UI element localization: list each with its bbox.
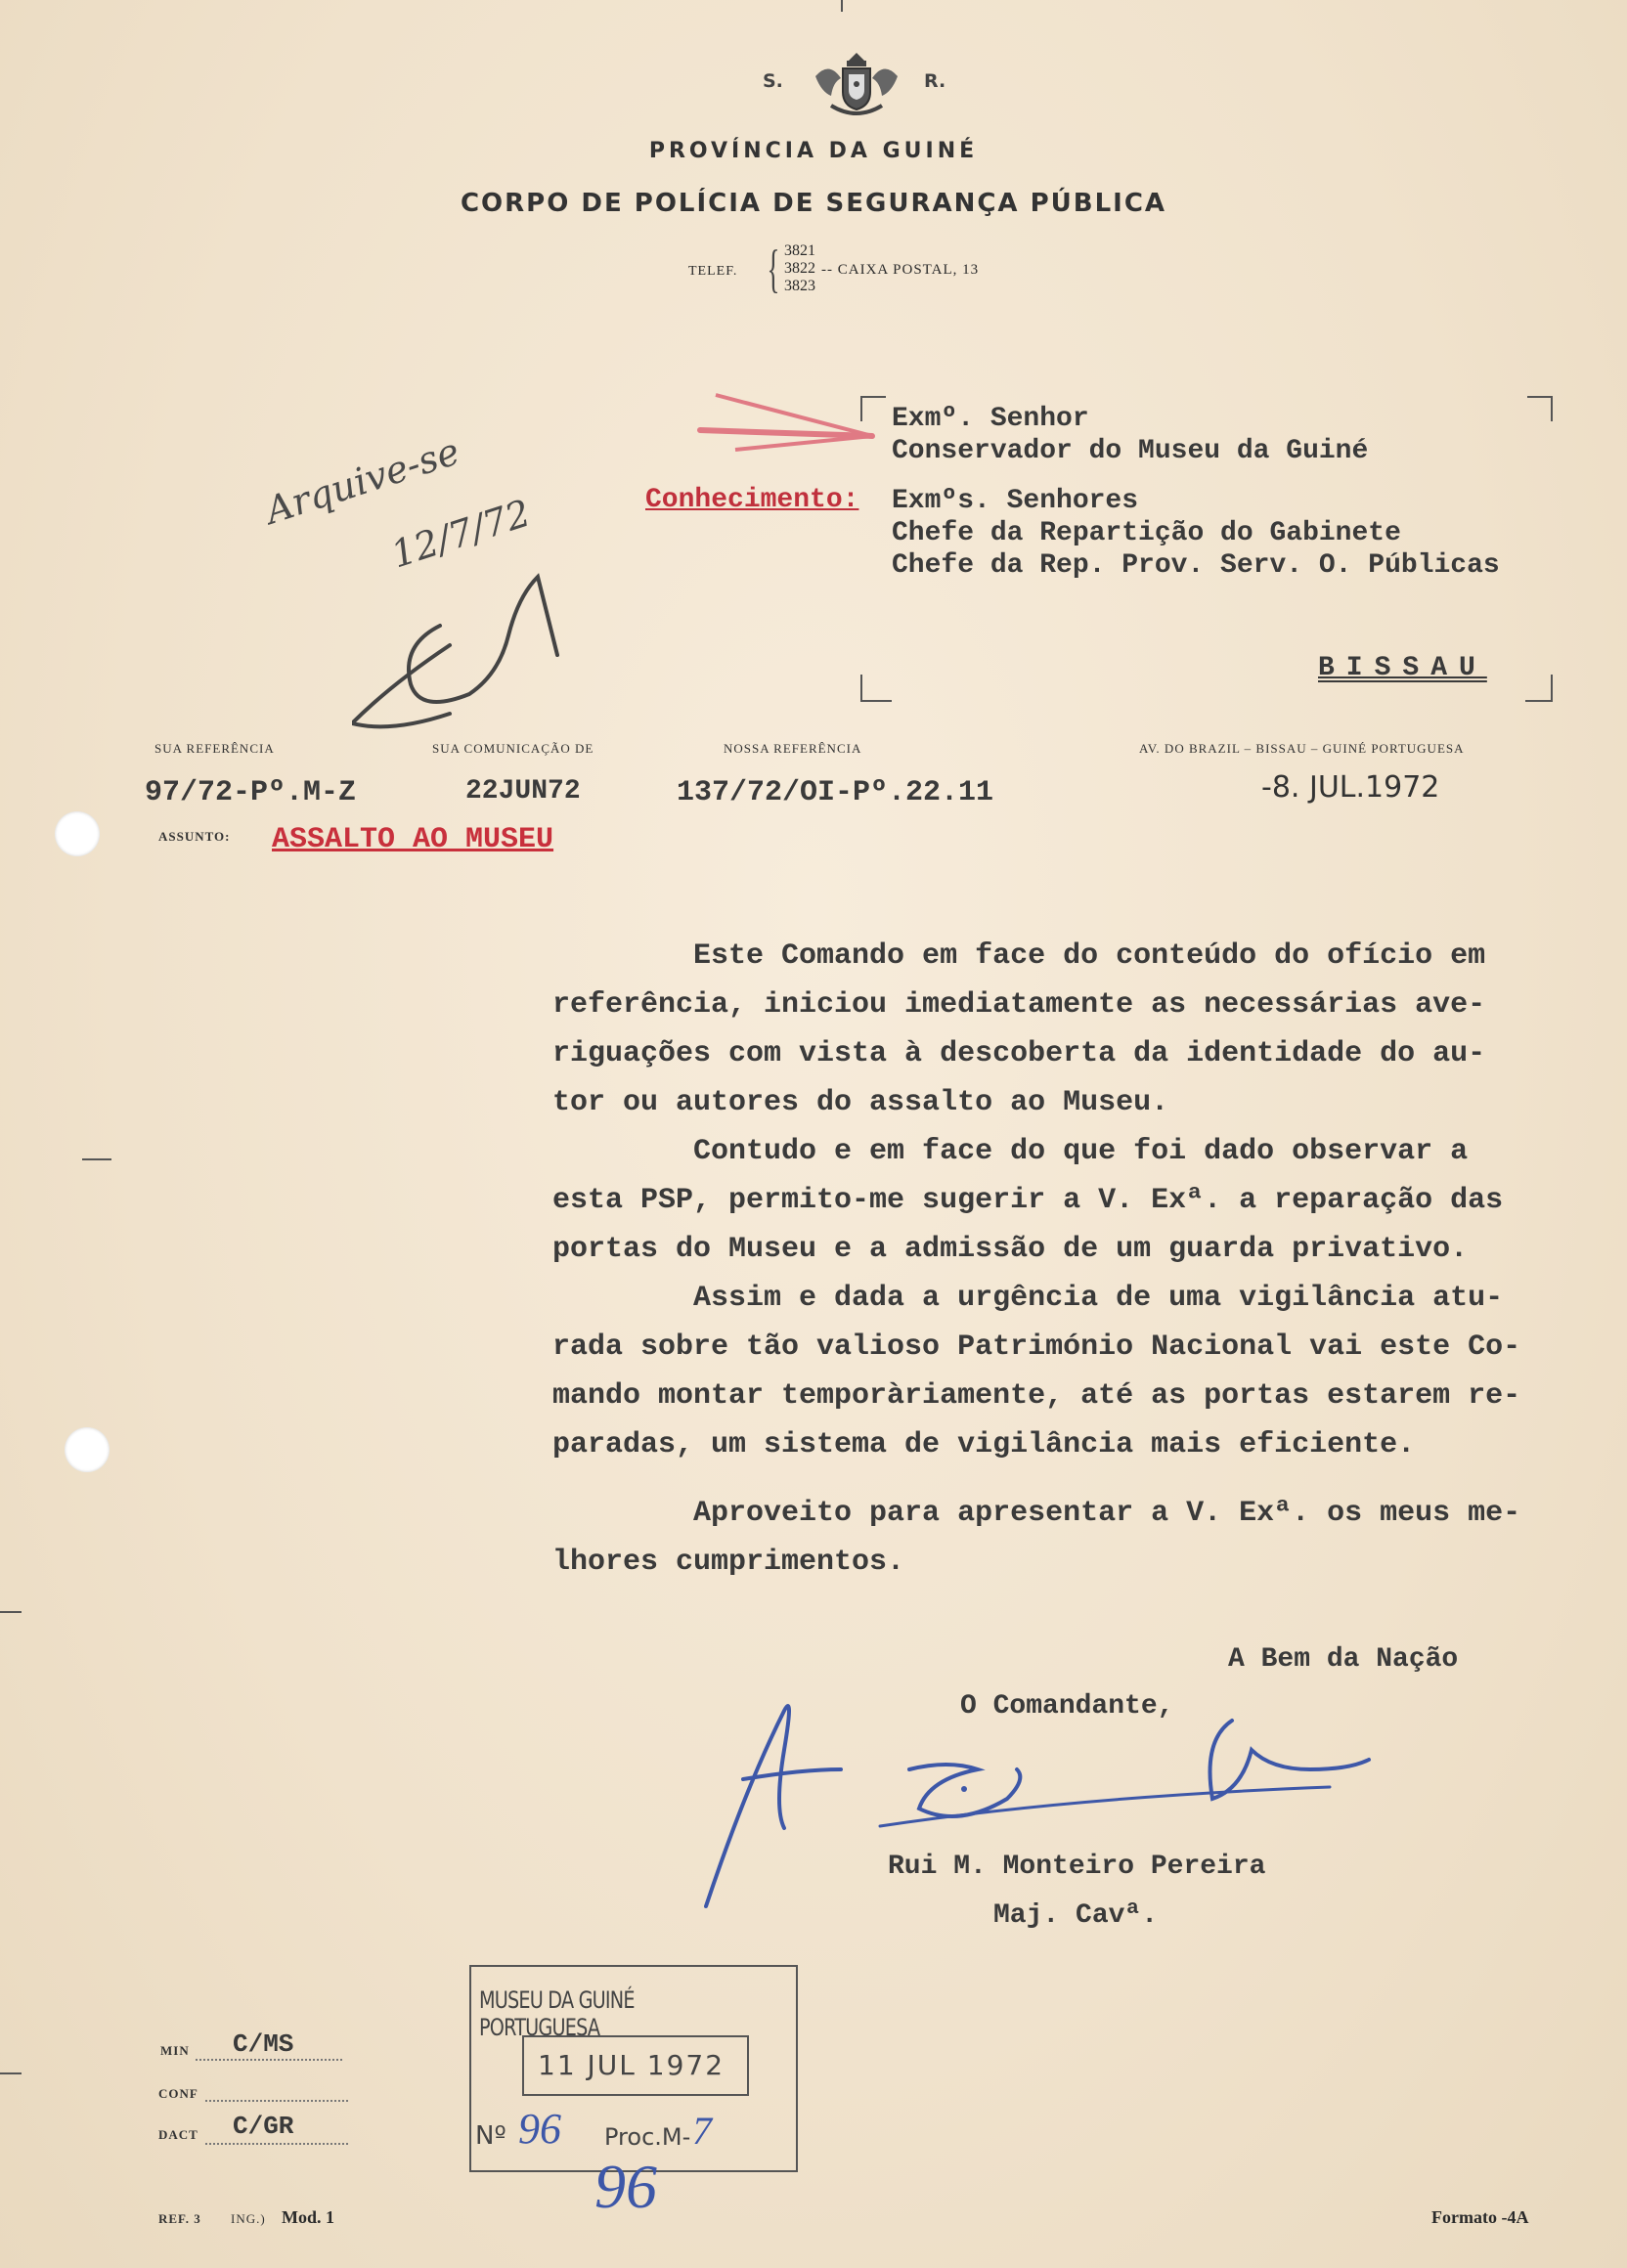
top-mark <box>841 0 843 12</box>
closing-title: O Comandante, <box>960 1691 1174 1722</box>
sua-comunicacao-value: 22JUN72 <box>465 776 581 807</box>
cc-line: Chefe da Rep. Prov. Serv. O. Públicas <box>892 550 1500 581</box>
assunto-value: ASSALTO AO MUSEU <box>272 823 554 856</box>
margin-mark <box>0 2072 22 2074</box>
sua-comunicacao-label: SUA COMUNICAÇÃO DE <box>432 741 594 756</box>
red-arrow-icon <box>696 387 892 456</box>
body-line: portas do Museu e a admissão de um guarda privativo. <box>552 1233 1469 1266</box>
handwritten-initials <box>352 508 606 763</box>
signatory-name: Rui M. Monteiro Pereira <box>888 1852 1266 1882</box>
min-value: C/MS <box>233 2029 294 2059</box>
conf-field-line <box>205 2100 348 2102</box>
phone-number: 3823 <box>784 278 815 294</box>
stamp-number: 96 <box>518 2105 561 2153</box>
address-corner <box>860 675 892 702</box>
margin-mark <box>0 1611 22 1613</box>
recipient-block <box>892 403 1368 467</box>
address-label: AV. DO BRAZIL – BISSAU – GUINÉ PORTUGUESA <box>1139 741 1465 756</box>
letter-date: -8. JUL.1972 <box>1261 770 1440 805</box>
body-line: Contudo e em face do que foi dado observar a <box>552 1135 1469 1168</box>
stamp-date: 11 JUL 1972 <box>538 2049 726 2081</box>
recipient-line: Conservador do Museu da Guiné <box>892 436 1369 466</box>
museum-receipt-stamp <box>469 1965 798 2172</box>
dact-value: C/GR <box>233 2112 294 2141</box>
sua-referencia-value: 97/72-Pº.M-Z <box>145 776 357 809</box>
portuguese-coat-of-arms-icon <box>810 47 903 121</box>
sua-referencia-label: SUA REFERÊNCIA <box>154 741 275 756</box>
form-model: Mod. 1 <box>282 2207 334 2227</box>
body-line: rada sobre tão valioso Património Nacional vai este Co- <box>552 1330 1521 1364</box>
caixa-postal: -- CAIXA POSTAL, 13 <box>821 262 980 278</box>
address-corner <box>1525 675 1553 702</box>
conf-label: CONF <box>158 2086 198 2101</box>
signatory-rank: Maj. Cavª. <box>993 1900 1159 1931</box>
stamp-no-label: Nº <box>475 2121 506 2151</box>
punch-hole <box>55 811 100 856</box>
assunto-label: ASSUNTO: <box>158 829 231 844</box>
min-label: MIN <box>160 2043 190 2058</box>
stamp-proc: Proc.M- <box>604 2123 691 2151</box>
dact-field-line <box>205 2143 348 2145</box>
dact-label: DACT <box>158 2127 198 2142</box>
ref-label: REF. 3 <box>158 2211 201 2226</box>
body-line: esta PSP, permito-me sugerir a V. Exª. a reparação das <box>552 1184 1504 1217</box>
phone-brace: { <box>767 240 780 298</box>
handwritten-archive-note: Arquive-se <box>260 429 465 533</box>
address-corner <box>1527 396 1553 421</box>
closing-salutation: A Bem da Nação <box>1228 1644 1459 1675</box>
nossa-referencia-value: 137/72/OI-Pº.22.11 <box>677 776 994 809</box>
cc-line: Exmºs. Senhores <box>892 486 1139 516</box>
form-format: Formato -4A <box>1431 2207 1529 2227</box>
telef-label: TELEF. <box>688 264 738 279</box>
margin-mark <box>82 1158 111 1160</box>
min-field-line <box>196 2059 342 2061</box>
recipient-line: Exmº. Senhor <box>892 404 1089 434</box>
city: BISSAU <box>1318 653 1487 683</box>
nossa-referencia-label: NOSSA REFERÊNCIA <box>724 741 862 756</box>
body-line: Aproveito para apresentar a V. Exª. os meus me- <box>552 1497 1521 1530</box>
phone-list <box>784 242 815 295</box>
handwritten-date-note: 12/7/72 <box>385 491 536 577</box>
stamp-date-box <box>522 2035 749 2096</box>
body-line: lhores cumprimentos. <box>552 1546 905 1579</box>
r-letter: R. <box>924 70 946 92</box>
conhecimento-label: Conhecimento: <box>645 485 859 515</box>
body-line: tor ou autores do assalto ao Museu. <box>552 1086 1169 1119</box>
cc-line: Chefe da Repartição do Gabinete <box>892 518 1401 548</box>
corps-title: CORPO DE POLÍCIA DE SEGURANÇA PÚBLICA <box>460 189 1167 218</box>
stamp-proc-value: 7 <box>692 2109 712 2153</box>
ing-label: ING.) <box>231 2211 266 2226</box>
body-line: Assim e dada a urgência de uma vigilância atu- <box>552 1282 1504 1315</box>
phone-number: 3821 <box>784 242 815 259</box>
body-line: mando montar temporàriamente, até as portas estarem re- <box>552 1379 1521 1413</box>
body-line: riguações com vista à descoberta da identidade do au- <box>552 1037 1486 1070</box>
handwritten-bottom-number: 96 <box>594 2152 657 2221</box>
punch-hole <box>65 1427 110 1472</box>
body-line: referência, iniciou imediatamente as necessárias ave- <box>552 988 1486 1022</box>
stamp-museum-name: MUSEU DA GUINÉ PORTUGUESA <box>479 1986 635 2041</box>
phone-number: 3822 <box>784 260 815 277</box>
body-line: Este Comando em face do conteúdo do ofício em <box>552 939 1486 973</box>
body-line: paradas, um sistema de vigilância mais eficiente. <box>552 1428 1416 1461</box>
province-title: PROVÍNCIA DA GUINÉ <box>648 139 979 163</box>
s-letter: S. <box>763 70 783 92</box>
cc-block <box>892 485 1500 582</box>
